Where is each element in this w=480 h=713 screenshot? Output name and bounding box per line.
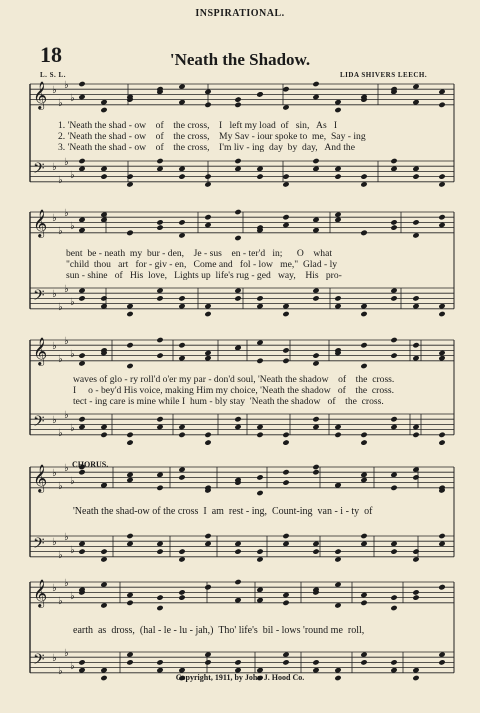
hymn-number: 18 (40, 42, 62, 67)
svg-text:♭: ♭ (64, 284, 69, 295)
verse2-line3: I o - bey'd His voice, making Him my choice, 'Neath the shadow of the cross. (73, 385, 395, 396)
svg-text:♭: ♭ (58, 596, 63, 608)
svg-text:♭: ♭ (52, 213, 57, 225)
svg-text:𝄢: 𝄢 (33, 413, 45, 434)
svg-text:♭: ♭ (70, 170, 75, 181)
svg-text:♭: ♭ (58, 226, 63, 238)
svg-text:𝄢: 𝄢 (33, 535, 45, 556)
verse1-line2: bent be - neath my bur - den, Je - sus en - ter'd in; O what (66, 248, 333, 259)
verse3-line2: sun - shine of His love, Lights up life's rug - ged way, His pro- (66, 270, 342, 281)
svg-text:♭: ♭ (64, 336, 69, 347)
svg-text:♭: ♭ (70, 661, 75, 672)
svg-text:♭: ♭ (70, 591, 75, 602)
svg-text:♭: ♭ (64, 208, 69, 219)
svg-text:♭: ♭ (70, 93, 75, 104)
svg-text:𝄞: 𝄞 (33, 464, 48, 492)
svg-text:♭: ♭ (70, 423, 75, 434)
svg-text:𝄢: 𝄢 (33, 651, 45, 672)
svg-text:♭: ♭ (58, 428, 63, 440)
svg-text:♭: ♭ (52, 537, 57, 549)
svg-text:♭: ♭ (58, 550, 63, 562)
copyright-notice: Copyright, 1911, by John J. Hood Co. (175, 673, 305, 682)
svg-text:♭: ♭ (70, 297, 75, 308)
svg-text:♭: ♭ (52, 289, 57, 301)
svg-text:♭: ♭ (70, 545, 75, 556)
svg-text:♭: ♭ (58, 175, 63, 187)
svg-text:♭: ♭ (70, 349, 75, 360)
svg-text:♭: ♭ (64, 648, 69, 659)
svg-text:𝄢: 𝄢 (33, 287, 45, 308)
verse3-line3: tect - ing care is mine while I hum - bly stay 'Neath the shadow of the cross. (73, 396, 384, 407)
verse1-line1: 1. 'Neath the shad - ow of the cross, I left my load of sin, As I (58, 120, 338, 131)
svg-text:♭: ♭ (64, 463, 69, 474)
verse1-line3: waves of glo - ry roll'd o'er my par - don'd soul, 'Neath the shadow of the cross. (73, 374, 395, 385)
chorus-line1: 'Neath the shad-ow of the cross I am rest - ing, Count-ing van - i - ty of (73, 506, 373, 517)
svg-text:𝄞: 𝄞 (33, 81, 48, 109)
svg-text:♭: ♭ (52, 468, 57, 480)
svg-text:♭: ♭ (52, 162, 57, 174)
svg-text:𝄞: 𝄞 (33, 579, 48, 607)
author-name: LIDA SHIVERS LEECH. (340, 71, 428, 79)
verse3-line1: 3. 'Neath the shad - ow of the cross, I'm liv - ing day by day, And the (58, 142, 355, 153)
svg-text:♭: ♭ (64, 578, 69, 589)
svg-text:♭: ♭ (52, 653, 57, 665)
author-initials: L. S. L. (40, 71, 66, 79)
verse2-line1: 2. 'Neath the shad - ow of the cross, My Sav - iour spoke to me, Say - ing (58, 131, 366, 142)
svg-text:♭: ♭ (52, 341, 57, 353)
svg-text:♭: ♭ (52, 415, 57, 427)
svg-text:♭: ♭ (58, 666, 63, 678)
svg-text:♭: ♭ (64, 410, 69, 421)
svg-text:♭: ♭ (58, 98, 63, 110)
svg-text:♭: ♭ (64, 80, 69, 91)
section-header: INSPIRATIONAL. (195, 8, 285, 19)
svg-text:♭: ♭ (58, 354, 63, 366)
svg-text:♭: ♭ (64, 157, 69, 168)
svg-text:♭: ♭ (52, 583, 57, 595)
chorus-label: CHORUS. (72, 460, 109, 469)
svg-text:♭: ♭ (58, 481, 63, 493)
hymn-title: 'Neath the Shadow. (169, 50, 311, 69)
svg-text:♭: ♭ (70, 221, 75, 232)
chorus-line2: earth as dross, (hal - le - lu - jah,) Tho' life's bil - lows 'round me roll, (73, 625, 365, 636)
verse2-line2: "child thou art for - giv - en, Come and fol - low me," Glad - ly (66, 259, 338, 270)
svg-text:♭: ♭ (70, 476, 75, 487)
svg-text:♭: ♭ (58, 302, 63, 314)
svg-text:𝄢: 𝄢 (33, 160, 45, 181)
svg-text:♭: ♭ (64, 532, 69, 543)
svg-text:𝄞: 𝄞 (33, 209, 48, 237)
svg-text:𝄞: 𝄞 (33, 337, 48, 365)
svg-text:♭: ♭ (52, 85, 57, 97)
